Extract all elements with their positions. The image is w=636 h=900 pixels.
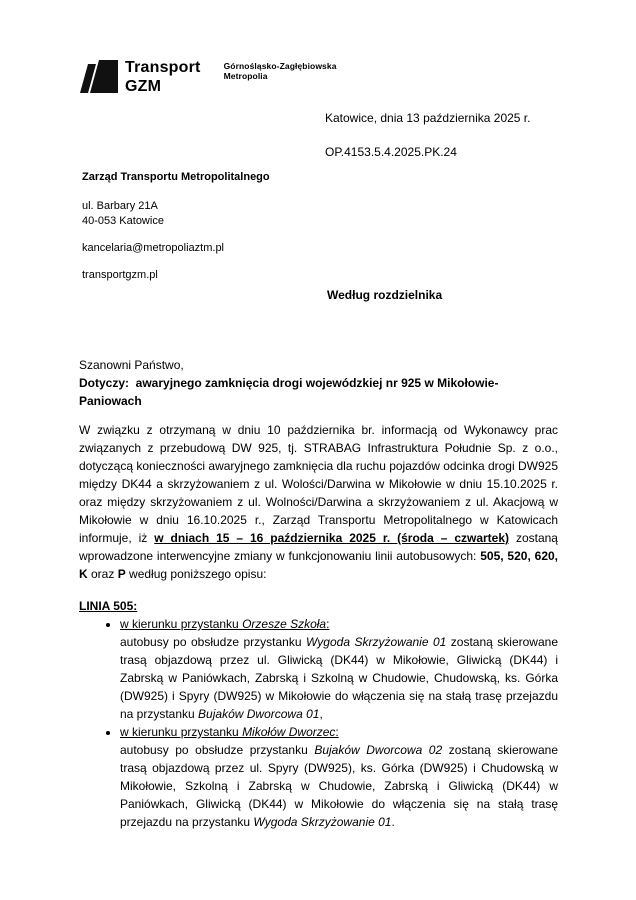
salutation: Szanowni Państwo,: [79, 358, 184, 372]
date-line: Katowice, dnia 13 października 2025 r.: [325, 111, 531, 125]
sender-name: Zarząd Transportu Metropolitalnego: [82, 171, 270, 183]
list-item-direction-orzesze-szkola: [120, 615, 558, 723]
sender-email: kancelaria@metropoliaztm.pl: [82, 242, 225, 254]
sender-address-line-1: ul. Barbary 21A: [82, 200, 158, 212]
bullet-heading: • w kierunku przystanku Mikołów Dworzec:: [120, 725, 339, 739]
org-line-2: Metropolia: [223, 71, 268, 81]
sender-address-line-2: 40-053 Katowice: [82, 215, 164, 227]
recipient-note: Według rozdzielnika: [327, 288, 443, 302]
sender-website: transportgzm.pl: [82, 269, 158, 281]
bullet-heading: • w kierunku przystanku Orzesze Szkoła:: [120, 617, 330, 631]
org-name: [224, 61, 337, 81]
subject-line: Dotyczy: awaryjnego zamknięcia drogi wojewódzkiej nr 925 w Mikołowie-Paniowach: [79, 376, 499, 408]
intro-paragraph: W związku z otrzymaną w dniu 10 października br. informacją od Wykonawcy prac związanych z przebudową DW 925, tj. STRABAG Infrastruktura Południe Sp. z o.o., dotyczącą konieczności awaryjnego zamknięcia dla ruchu pojazdów odcinka drogi DW925 między DK44 a skrzyżowaniem z ul. Wolości/Darwina w Mikołowie w dniu 15.10.2025 r. oraz między skrzyżowaniem z ul. Wolności/Darwina a skrzyżowaniem z ul. Akacjową w Mikołowie w dniu 16.10.2025 r., Zarząd Transportu Metropolitalnego w Katowicach informuje, iż w dniach 15 – 16 października 2025 r. (środa – czwartek) zostaną wprowadzone interwencyjne zmiany w funkcjonowaniu linii autobusowych: 505, 520, 620, K oraz P według poniższego opisu:: [79, 423, 559, 581]
bullet-body: autobusy po obsłudze przystanku Wygoda Skrzyżowanie 01 zostaną skierowane trasą objazdową przez ul. Gliwicką (DK44) w Mikołowie, Gliwicką (DK44) i Zabrską w Paniówkach, Zabrską i Szkolną w Chudowie, Chudowską, ks. Górka (DW925) i Spyry (DW925) w Mikołowie do włączenia się na stałą trasę przejazdu na przystanku Bujaków Dworcowa 01,: [120, 635, 558, 721]
brand-line-1: Transport: [125, 59, 201, 76]
reference-number: OP.4153.5.4.2025.PK.24: [325, 145, 457, 159]
list-item-direction-mikolow-dworzec: [120, 723, 558, 831]
letter-body: [79, 356, 558, 831]
brand-text: [125, 58, 201, 96]
header-logo: [80, 56, 337, 97]
route-change-list: [79, 615, 558, 831]
bullet-body: autobusy po obsłudze przystanku Bujaków Dworcowa 02 zostaną skierowane trasą objazdową przez ul. Spyry (DW925), ks. Górka (DW925) i Chudowską w Mikołowie, Szkolną i Zabrską w Chudowie, Zabrską i Gliwicką (DK44) w Paniówkach, Gliwicką (DK44) w Mikołowie do włączenia się na stałą trasę przejazdu na przystanku Wygoda Skrzyżowanie 01.: [120, 743, 558, 829]
brand-line-2: GZM: [125, 78, 162, 95]
gzm-logo-icon: [80, 56, 119, 97]
org-line-1: Górnośląsko-Zagłębiowska: [223, 61, 337, 71]
section-heading-linia-505: LINIA 505:: [79, 599, 138, 613]
